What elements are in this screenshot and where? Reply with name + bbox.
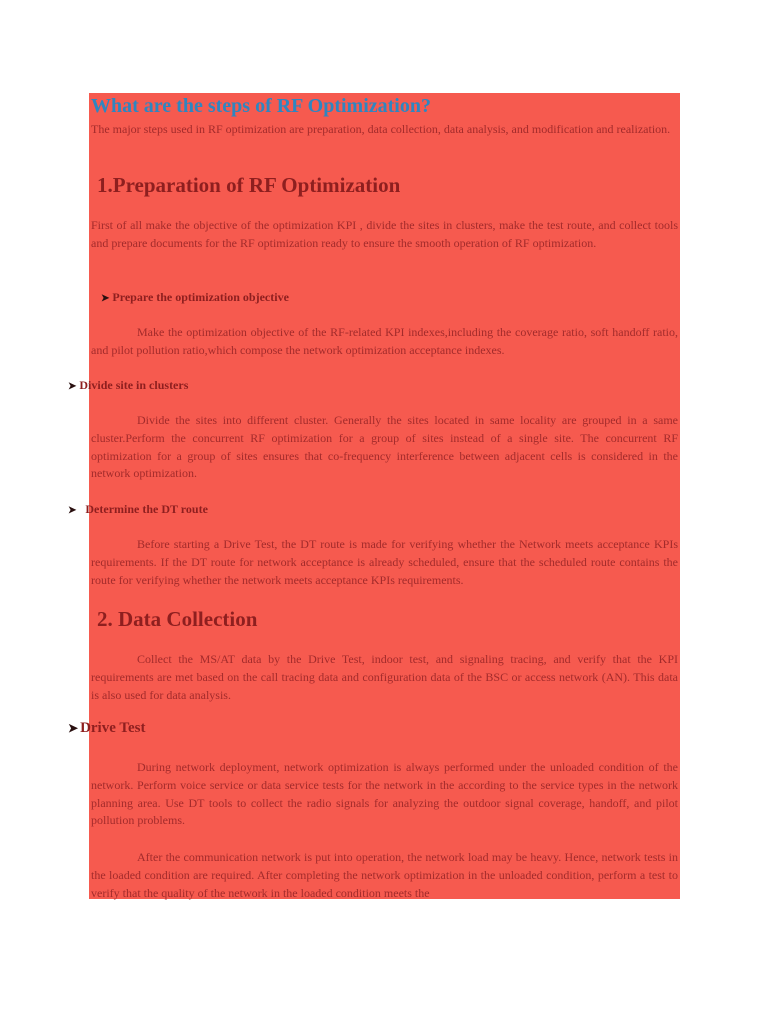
subheading-label: Divide site in clusters (79, 378, 189, 392)
dt-route-body: Before starting a Drive Test, the DT route is made for verifying whether the Network meets acceptance KPIs requirements. If the DT route for network acceptance is already scheduled, ensure that the scheduled route contains the route for verifying whether the network meets acceptance KPIs requirements. (91, 537, 678, 587)
document-page (68, 93, 680, 900)
arrow-bullet-icon: ➤ (101, 293, 110, 304)
page-title: What are the steps of RF Optimization? (91, 95, 431, 117)
section1-body: First of all make the objective of the optimization KPI , divide the sites in clusters, make the test route, and collect tools and prepare documents for the RF optimization ready to ensure the smooth operation of RF optimization. (91, 218, 678, 250)
subheading-prepare-objective (101, 290, 289, 305)
subheading-divide-clusters (68, 378, 188, 393)
subheading-label: Drive Test (80, 720, 146, 736)
drive-test-paragraph-2: After the communication network is put into operation, the network load may be heavy. Hence, network tests in the loaded condition are required. After completing the network optimization in the unloaded condition, perform a test to verify that the quality of the network in the loaded condition meets the (91, 850, 678, 900)
arrow-bullet-icon: ➤ (68, 505, 77, 516)
divide-clusters-body: Divide the sites into different cluster. Generally the sites located in same locality are grouped in a same cluster.Perform the concurrent RF optimization for a group of sites instead of a single site. The concurrent RF optimization for a group of sites ensures that co-frequency interference between adjacent cells is considered in the network optimization. (91, 413, 678, 481)
intro-paragraph: The major steps used in RF optimization are preparation, data collection, data analysis, and modification and realization. (91, 122, 671, 136)
arrow-bullet-icon: ➤ (68, 381, 77, 392)
subheading-label: Prepare the optimization objective (112, 290, 289, 304)
section2-body: Collect the MS/AT data by the Drive Test, indoor test, and signaling tracing, and verify that the KPI requirements are met based on the call tracing data and configuration data of the BSC or access network (AN). This data is also used for data analysis. (91, 652, 678, 702)
drive-test-paragraph-1: During network deployment, network optimization is always performed under the unloaded condition of the network. Perform voice service or data service tests for the network in the according to the service types in the network planning area. Use DT tools to collect the radio signals for analyzing the outdoor signal coverage, handoff, and pilot pollution problems. (91, 760, 678, 828)
subheading-label: Determine the DT route (85, 502, 208, 516)
arrow-bullet-icon: ➤ (68, 721, 79, 735)
subheading-drive-test (68, 720, 145, 737)
section2-heading: 2. Data Collection (97, 607, 258, 631)
prepare-objective-body: Make the optimization objective of the RF-related KPI indexes,including the coverage ratio, soft handoff ratio, and pilot pollution ratio,which compose the network optimization acceptance indexes. (91, 325, 678, 357)
subheading-dt-route (68, 502, 208, 517)
section1-heading: 1.Preparation of RF Optimization (97, 173, 401, 197)
